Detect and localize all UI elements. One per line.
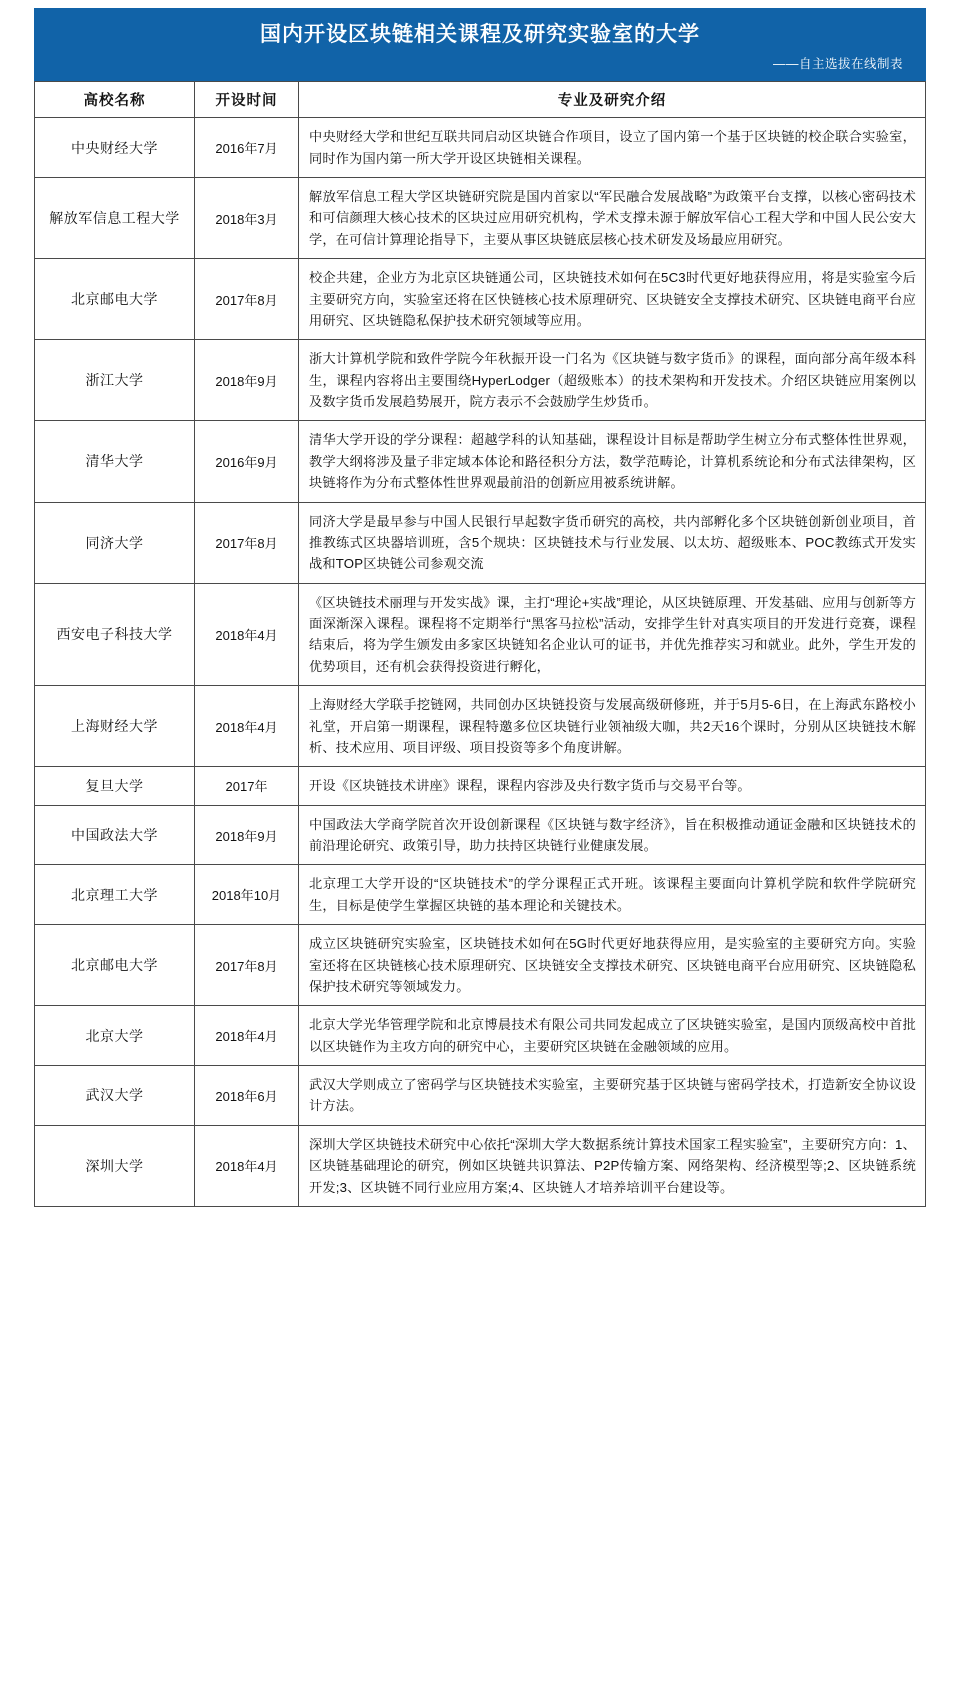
cell-description: 清华大学开设的学分课程：超越学科的认知基础，课程设计目标是帮助学生树立分布式整体性世界观，教学大纲将涉及量子非定域本体论和路径积分方法，数学范畴论，计算机系统论和分布式法律架构，区块链将作为分布式整体性世界观最前沿的创新应用被系统讲解。 [299, 421, 926, 502]
table-row [35, 686, 926, 767]
cell-university-name: 北京理工大学 [35, 865, 195, 925]
cell-university-name: 清华大学 [35, 421, 195, 502]
cell-description: 《区块链技术丽理与开发实战》课，主打“理论+实战”理论，从区块链原理、开发基础、应用与创新等方面深渐深入课程。课程将不定期举行“黑客马拉松”活动，安排学生针对真实项目的开发进行竞赛，课程结束后，将为学生颁发由多家区块链知名企业认可的证书，并优先推荐实习和就业。此外，学生开发的优势项目，还有机会获得投资进行孵化， [299, 583, 926, 686]
table-row [35, 421, 926, 502]
cell-start-time: 2018年9月 [195, 805, 299, 865]
cell-start-time: 2018年4月 [195, 583, 299, 686]
table-row [35, 925, 926, 1006]
table-row [35, 865, 926, 925]
cell-start-time: 2018年9月 [195, 340, 299, 421]
table-row [35, 583, 926, 686]
cell-start-time: 2018年3月 [195, 178, 299, 259]
column-header-name: 高校名称 [35, 82, 195, 118]
cell-description: 中国政法大学商学院首次开设创新课程《区块链与数字经济》，旨在积极推动通证金融和区块链技术的前沿理论研究、政策引导，助力扶持区块链行业健康发展。 [299, 805, 926, 865]
cell-university-name: 复旦大学 [35, 767, 195, 805]
document-header [34, 8, 926, 81]
cell-description: 同济大学是最早参与中国人民银行早起数字货币研究的高校，共内部孵化多个区块链创新创业项目，首推教练式区块器培训班，含5个规块：区块链技术与行业发展、以太坊、超级账本、POC教练式开发实战和TOP区块链公司参观交流 [299, 502, 926, 583]
table-row [35, 340, 926, 421]
cell-description: 校企共建，企业方为北京区块链通公司，区块链技术如何在5C3时代更好地获得应用，将是实验室今后主要研究方向，实验室还将在区快链核心技术原理研究、区块链安全支撑技术研究、区块链电商平台应用研究、区块链隐私保护技术研究领域等应用。 [299, 259, 926, 340]
cell-description: 武汉大学则成立了密码学与区块链技术实验室，主要研究基于区块链与密码学技术，打造新安全协议设计方法。 [299, 1066, 926, 1126]
cell-start-time: 2017年 [195, 767, 299, 805]
cell-university-name: 北京邮电大学 [35, 259, 195, 340]
cell-university-name: 中央财经大学 [35, 118, 195, 178]
cell-description: 北京大学光华管理学院和北京博晨技术有限公司共同发起成立了区块链实验室，是国内顶级高校中首批以区块链作为主攻方向的研究中心，主要研究区块链在金融领域的应用。 [299, 1006, 926, 1066]
cell-university-name: 西安电子科技大学 [35, 583, 195, 686]
cell-start-time: 2018年4月 [195, 1006, 299, 1066]
cell-description: 成立区块链研究实验室，区块链技术如何在5G时代更好地获得应用，是实验室的主要研究方向。实验室还将在区块链核心技术原理研究、区块链安全支撑技术研究、区块链电商平台应用研究、区块链隐私保护技术研究等领域发力。 [299, 925, 926, 1006]
cell-description: 解放军信息工程大学区块链研究院是国内首家以“军民融合发展战略”为政策平台支撑，以核心密码技术和可信颜理大核心技术的区块过应用研究机构，学术支撑未源于解放军信心工程大学和中国人民公安大学，在可信计算理论指导下，主要从事区块链底层核心技术研发及场最应用研究。 [299, 178, 926, 259]
cell-description: 浙大计算机学院和致件学院今年秋振开设一门名为《区块链与数字货币》的课程，面向部分高年级本科生，课程内容将出主要围绕HyperLodger（超级账本）的技术架构和开发技术。介绍区块链应用案例以及数字货币发展趋势展开，院方表示不会鼓励学生炒货币。 [299, 340, 926, 421]
university-table [34, 81, 926, 1207]
cell-start-time: 2016年9月 [195, 421, 299, 502]
table-header [35, 82, 926, 118]
table-row [35, 118, 926, 178]
cell-university-name: 解放军信息工程大学 [35, 178, 195, 259]
page-title: 国内开设区块链相关课程及研究实验室的大学 [260, 23, 700, 46]
cell-description: 中央财经大学和世纪互联共同启动区块链合作项目，设立了国内第一个基于区块链的校企联合实验室，同时作为国内第一所大学开设区块链相关课程。 [299, 118, 926, 178]
cell-description: 深圳大学区块链技术研究中心依托“深圳大学大数据系统计算技术国家工程实验室”，主要研究方向：1、区块链基础理论的研究，例如区块链共识算法、P2P传输方案、网络架构、经济模型等;2、区块链系统开发;3、区块链不同行业应用方案;4、区块链人才培养培训平台建设等。 [299, 1125, 926, 1206]
table-body [35, 118, 926, 1207]
cell-university-name: 武汉大学 [35, 1066, 195, 1126]
cell-start-time: 2018年4月 [195, 1125, 299, 1206]
cell-university-name: 北京邮电大学 [35, 925, 195, 1006]
cell-start-time: 2018年10月 [195, 865, 299, 925]
cell-description: 上海财经大学联手挖链网，共同创办区块链投资与发展高级研修班，并于5月5-6日，在上海武东路校小礼堂，开启第一期课程，课程特邀多位区块链行业领袖级大咖，共2天16个课时，分别从区块链技木解析、技术应用、项目评级、项目投资等多个角度讲解。 [299, 686, 926, 767]
cell-description: 开设《区块链技术讲座》课程，课程内容涉及央行数字货币与交易平台等。 [299, 767, 926, 805]
column-header-time: 开设时间 [195, 82, 299, 118]
cell-university-name: 深圳大学 [35, 1125, 195, 1206]
table-header-row [35, 82, 926, 118]
cell-start-time: 2018年4月 [195, 686, 299, 767]
table-row [35, 805, 926, 865]
table-row [35, 178, 926, 259]
table-row [35, 1066, 926, 1126]
cell-university-name: 上海财经大学 [35, 686, 195, 767]
cell-start-time: 2017年8月 [195, 502, 299, 583]
table-row [35, 1125, 926, 1206]
cell-start-time: 2016年7月 [195, 118, 299, 178]
table-row [35, 502, 926, 583]
cell-university-name: 中国政法大学 [35, 805, 195, 865]
page-subtitle: ——自主选拔在线制表 [772, 57, 903, 72]
cell-university-name: 浙江大学 [35, 340, 195, 421]
cell-start-time: 2017年8月 [195, 925, 299, 1006]
table-row [35, 1006, 926, 1066]
cell-university-name: 北京大学 [35, 1006, 195, 1066]
cell-university-name: 同济大学 [35, 502, 195, 583]
table-row [35, 767, 926, 805]
column-header-desc: 专业及研究介绍 [299, 82, 926, 118]
cell-start-time: 2018年6月 [195, 1066, 299, 1126]
cell-description: 北京理工大学开设的“区块链技术”的学分课程正式开班。该课程主要面向计算机学院和软件学院研究生，目标是使学生掌握区块链的基本理论和关键技术。 [299, 865, 926, 925]
table-row [35, 259, 926, 340]
cell-start-time: 2017年8月 [195, 259, 299, 340]
